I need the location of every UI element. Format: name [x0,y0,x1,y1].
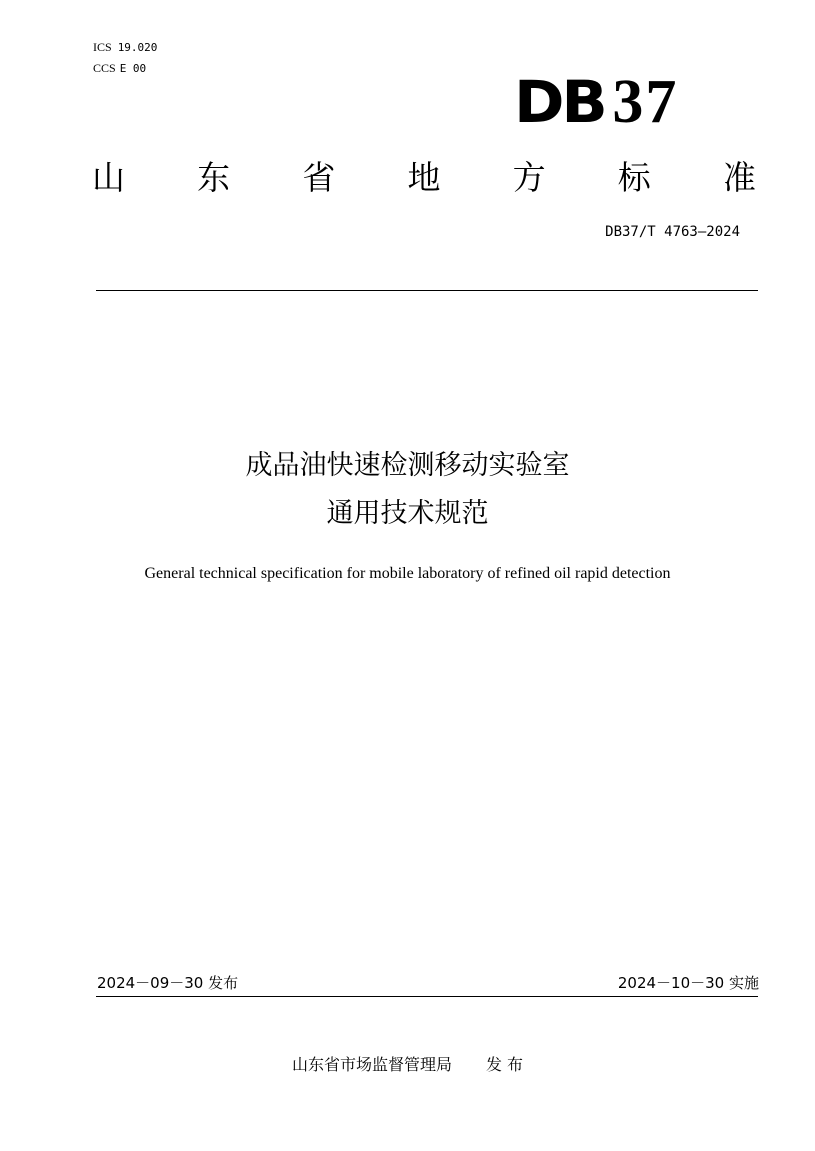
logo-prefix: DB [514,68,605,136]
title-line-1: 成品油快速检测移动实验室 [245,450,570,481]
ics-label: ICS [93,40,112,54]
standard-type-char: 准 [722,158,756,197]
standard-type-char: 山 [92,158,125,197]
title-line-2: 通用技术规范 [326,498,489,529]
implementation-date: 2024－10－30 实施 [617,974,759,992]
ics-code-line [93,40,157,55]
ics-code: 19.020 [117,41,158,54]
db37-logo [514,68,679,136]
standard-type-char: 省 [302,158,336,197]
logo-number: 37 [612,68,679,136]
issuer-line [0,1054,815,1076]
issuer-name: 山东省市场监督管理局 [291,1055,452,1074]
standard-type-char: 标 [617,158,651,197]
issuer-action: 发 布 [485,1055,524,1074]
english-title: General technical specification for mobile laboratory of refined oil rapid detection [144,565,671,582]
bottom-divider [96,996,758,997]
ccs-code-line [93,61,146,76]
standard-number: DB37/T 4763—2024 [605,224,740,240]
standard-type-heading [92,155,756,201]
standard-type-char: 东 [197,158,231,197]
standard-type-char: 方 [512,158,546,197]
standard-type-char: 地 [407,158,441,197]
issue-date: 2024－09－30 发布 [97,974,239,992]
ccs-code: E 00 [119,62,147,75]
top-divider [96,290,758,291]
ccs-label: CCS [93,61,116,75]
